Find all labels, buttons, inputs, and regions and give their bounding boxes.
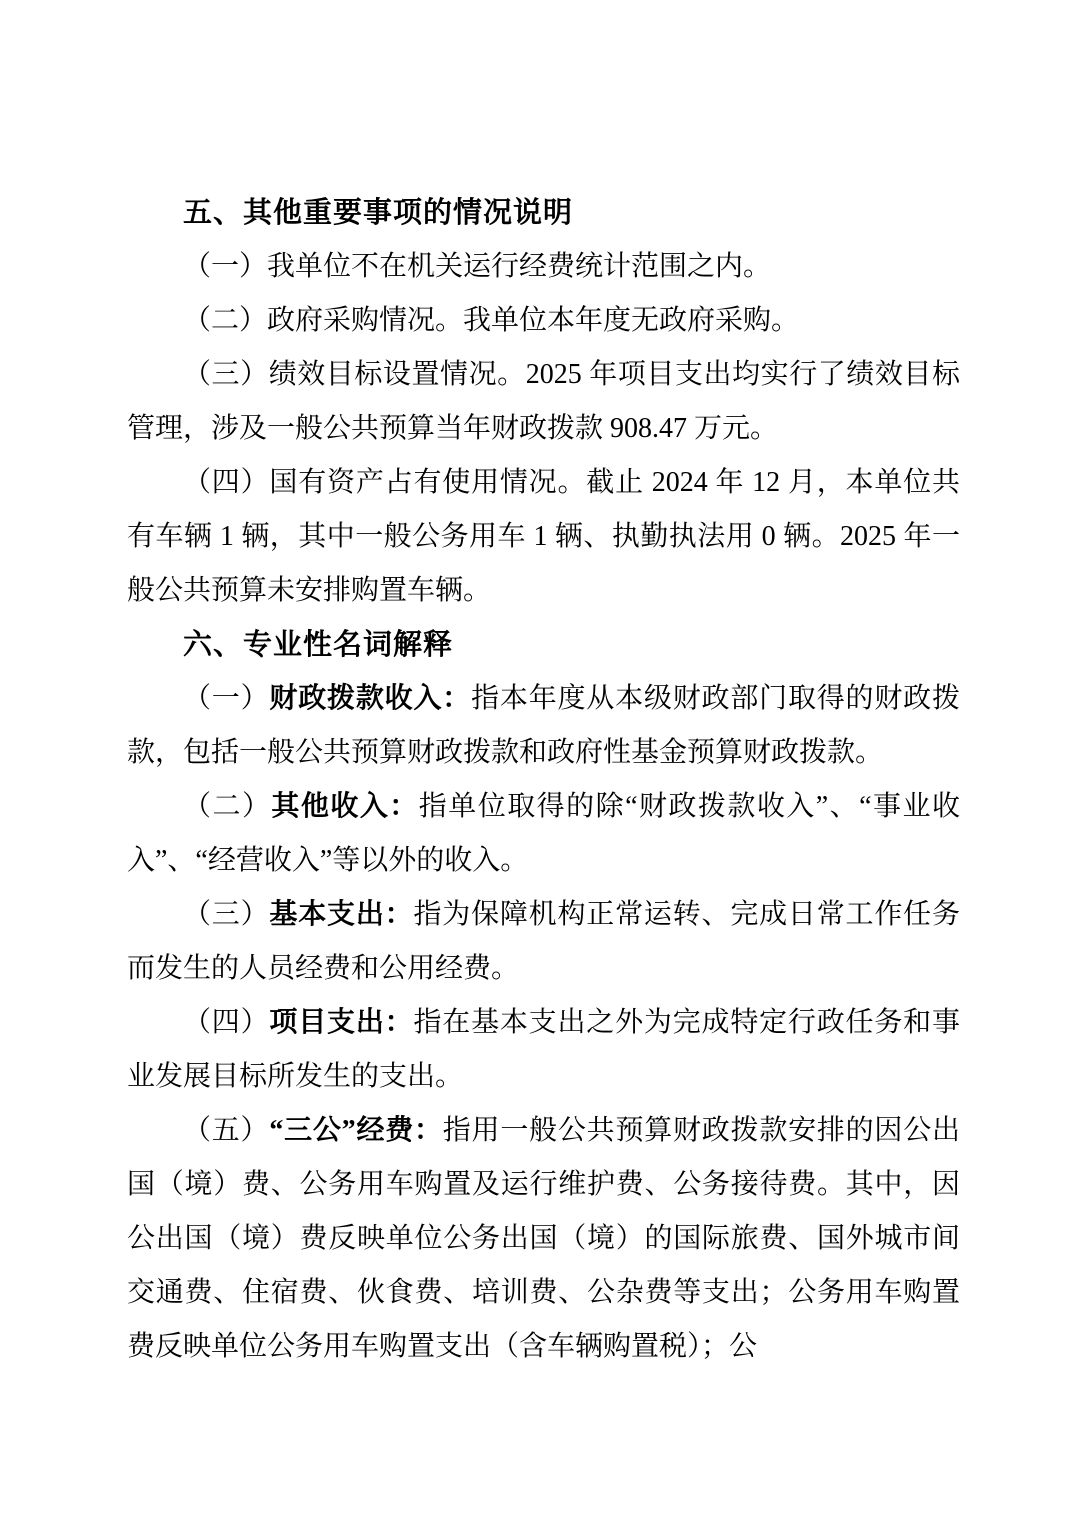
section-5-paragraph-4 — [127, 456, 960, 618]
section-5-paragraph-3 — [127, 348, 960, 456]
section-6-paragraph-4 — [127, 996, 960, 1104]
item-body: 国有资产占有使用情况。截止 2024 年 12 月，本单位共有车辆 1 辆，其中一般公务用车 1 辆、执勤执法用 0 辆。2025 年一般公共预算未安排购置车辆。 — [127, 467, 960, 606]
section-6-paragraph-2 — [127, 780, 960, 888]
item-number: （一） — [183, 683, 270, 714]
item-term: “三公”经费： — [269, 1115, 443, 1146]
item-body: 指在基本支出之外为完成特定行政任务和事业发展目标所发生的支出。 — [127, 1007, 960, 1092]
item-number: （四） — [183, 1007, 270, 1038]
section-5-paragraph-2 — [127, 294, 960, 348]
section-6-paragraph-5 — [127, 1104, 960, 1374]
section-6-heading: 六、专业性名词解释 — [183, 629, 454, 661]
item-term: 财政拨款收入： — [269, 683, 472, 714]
item-body: 政府采购情况。我单位本年度无政府采购。 — [267, 305, 800, 336]
section-5-heading: 五、其他重要事项的情况说明 — [183, 197, 574, 229]
item-term: 项目支出： — [269, 1007, 414, 1038]
section-5-paragraph-1 — [127, 240, 960, 294]
item-term: 其他收入： — [271, 791, 419, 822]
item-body: 指本年度从本级财政部门取得的财政拨款，包括一般公共预算财政拨款和政府性基金预算财政拨款。 — [127, 683, 960, 768]
item-number: （三） — [183, 359, 269, 390]
item-number: （二） — [183, 305, 268, 336]
item-number: （二） — [183, 791, 272, 822]
item-number: （一） — [183, 251, 268, 282]
section-6-paragraph-1 — [127, 672, 960, 780]
item-body: 绩效目标设置情况。2025 年项目支出均实行了绩效目标管理，涉及一般公共预算当年财政拨款 908.47 万元。 — [127, 359, 960, 444]
item-body: 指用一般公共预算财政拨款安排的因公出国（境）费、公务用车购置及运行维护费、公务接待费。其中，因公出国（境）费反映单位公务出国（境）的国际旅费、国外城市间交通费、住宿费、伙食费、培训费、公杂费等支出；公务用车购置费反映单位公务用车购置支出（含车辆购置税）；公 — [127, 1115, 960, 1362]
item-body: 指为保障机构正常运转、完成日常工作任务而发生的人员经费和公用经费。 — [127, 899, 960, 984]
section-6-paragraph-3 — [127, 888, 960, 996]
item-body: 指单位取得的除“财政拨款收入”、“事业收入”、“经营收入”等以外的收入。 — [127, 791, 960, 876]
item-number: （三） — [183, 899, 270, 930]
item-body: 我单位不在机关运行经费统计范围之内。 — [267, 251, 772, 282]
item-term: 基本支出： — [269, 899, 414, 930]
item-number: （五） — [183, 1115, 270, 1146]
item-number: （四） — [183, 467, 270, 498]
